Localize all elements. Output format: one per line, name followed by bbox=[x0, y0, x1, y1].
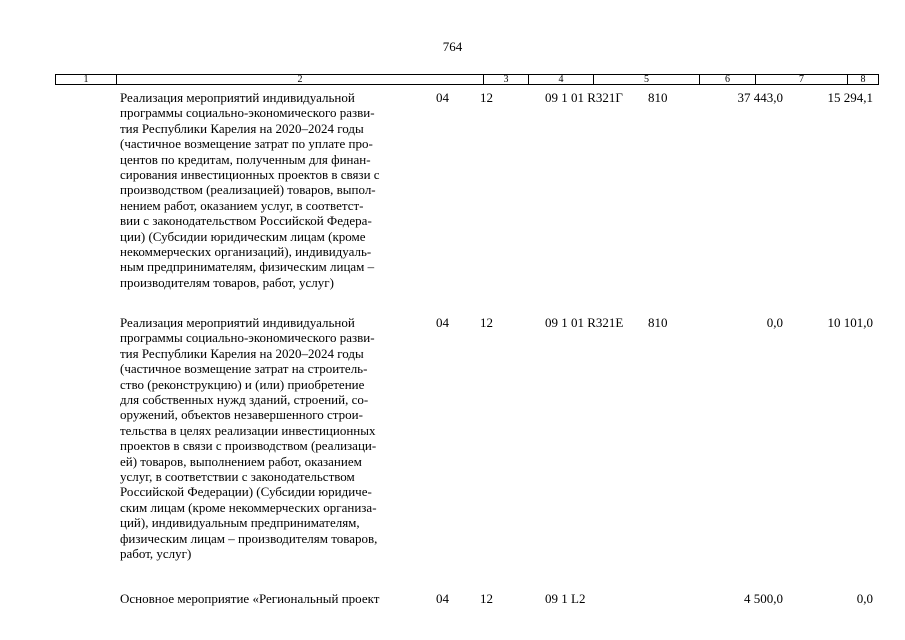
row-amount-col8: 0,0 bbox=[856, 591, 873, 606]
header-cell-col7: 7 bbox=[756, 75, 848, 84]
row-description: Реализация мероприятий индивидуальной программы социально-экономического разви- тия Республики Карелия на 2020–2024 годы (частичное возмещение затрат на строитель- ство (реконструкцию) и (или) приобретение для собственных нужд зданий, строений, со- оружений, объектов незавершенного строи- тельства в целях реализации инвестиционных проектов в связи с производством (реализаци- ей) товаров, выполнением работ, оказанием услуг, в соответствии с законодательством Российской Федерации) (Субсидии юридиче- ским лицам (кроме некоммерческих организа- ций), индивидуальным предпринимателям, физическим лицам – производителям товаров, работ, услуг) bbox=[120, 315, 378, 562]
row-subsection-code: 12 bbox=[480, 315, 493, 330]
row-target-article-code: 09 1 L2 bbox=[545, 591, 586, 606]
table-header-row bbox=[55, 74, 879, 85]
row-amount-col7: 0,0 bbox=[766, 315, 783, 330]
row-section-code: 04 bbox=[436, 90, 449, 105]
row-description: Основное мероприятие «Региональный проект bbox=[120, 591, 380, 606]
page-number: 764 bbox=[442, 39, 463, 54]
row-section-code: 04 bbox=[436, 315, 449, 330]
row-amount-col7: 37 443,0 bbox=[737, 90, 783, 105]
row-subsection-code: 12 bbox=[480, 591, 493, 606]
row-target-article-code: 09 1 01 R321Г bbox=[545, 90, 623, 105]
header-cell-col6: 6 bbox=[700, 75, 756, 84]
row-amount-col7: 4 500,0 bbox=[744, 591, 783, 606]
row-section-code: 04 bbox=[436, 591, 449, 606]
row-description: Реализация мероприятий индивидуальной программы социально-экономического разви- тия Республики Карелия на 2020–2024 годы (частичное возмещение затрат по уплате про- центов по кредитам, полученным для финан- сирования инвестиционных проектов в связи с производством (реализацией) товаров, выпол- нением работ, оказанием услуг, в соответст- вии с законодательством Российской Федера- ции) (Субсидии юридическим лицам (кроме некоммерческих организаций), индивидуаль- ным предпринимателям, физическим лицам – производителям товаров, работ, услуг) bbox=[120, 90, 380, 290]
row-amount-col8: 15 294,1 bbox=[827, 90, 873, 105]
header-cell-col5: 5 bbox=[594, 75, 700, 84]
row-subsection-code: 12 bbox=[480, 90, 493, 105]
row-amount-col8: 10 101,0 bbox=[827, 315, 873, 330]
row-expense-type-code: 810 bbox=[648, 90, 668, 105]
row-target-article-code: 09 1 01 R321Е bbox=[545, 315, 624, 330]
header-cell-col1: 1 bbox=[56, 75, 117, 84]
header-cell-col3: 3 bbox=[484, 75, 529, 84]
row-expense-type-code: 810 bbox=[648, 315, 668, 330]
header-cell-col2: 2 bbox=[117, 75, 484, 84]
header-cell-col4: 4 bbox=[529, 75, 594, 84]
header-cell-col8: 8 bbox=[860, 74, 866, 85]
